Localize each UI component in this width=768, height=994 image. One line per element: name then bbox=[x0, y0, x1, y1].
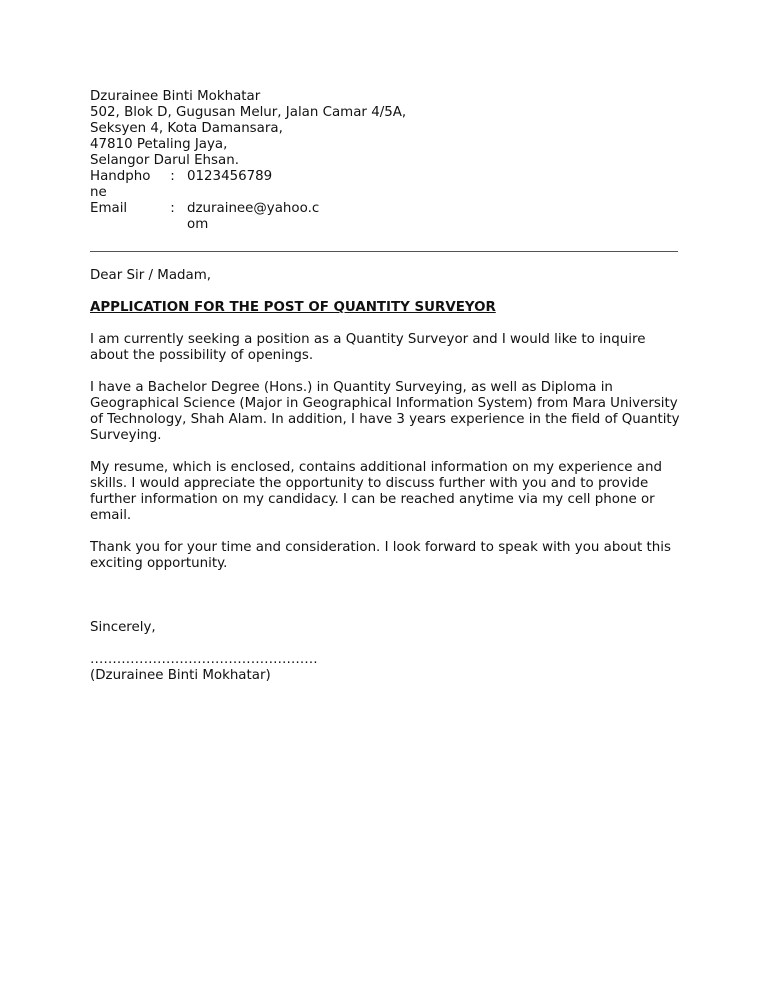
sender-block bbox=[90, 89, 680, 233]
contact-row-handphone bbox=[90, 169, 680, 201]
header-divider bbox=[90, 251, 678, 252]
signature-line: …………………………………………… bbox=[90, 652, 318, 667]
contact-label: Handphone bbox=[90, 169, 151, 200]
body-paragraph: I am currently seeking a position as a Quantity Surveyor and I would like to inquire about the possibility of openings. bbox=[90, 332, 646, 363]
sender-address-line: 47810 Petaling Jaya, bbox=[90, 137, 228, 152]
contact-colon: : bbox=[170, 201, 175, 216]
letter-subject: APPLICATION FOR THE POST OF QUANTITY SURVEYOR bbox=[90, 300, 496, 315]
body-paragraph: Thank you for your time and consideration. I look forward to speak with you about this exciting opportunity. bbox=[90, 540, 671, 571]
body-paragraph: My resume, which is enclosed, contains additional information on my experience and skills. I would appreciate the opportunity to discuss further with you and to provide further information on my candidacy. I can be reached anytime via my cell phone or email. bbox=[90, 460, 662, 523]
spacer bbox=[90, 588, 680, 620]
letter-body bbox=[90, 268, 680, 684]
closing: Sincerely, bbox=[90, 620, 156, 635]
contact-colon: : bbox=[170, 169, 175, 184]
signature-name: (Dzurainee Binti Mokhatar) bbox=[90, 668, 271, 683]
sender-address-line: Seksyen 4, Kota Damansara, bbox=[90, 121, 283, 136]
contact-value: dzurainee@yahoo.com bbox=[187, 201, 320, 232]
contact-row-email bbox=[90, 201, 680, 233]
sender-name: Dzurainee Binti Mokhatar bbox=[90, 89, 261, 104]
contact-value: 0123456789 bbox=[187, 169, 273, 184]
salutation: Dear Sir / Madam, bbox=[90, 268, 212, 283]
sender-address-line: 502, Blok D, Gugusan Melur, Jalan Camar 4/5A, bbox=[90, 105, 407, 120]
contact-label: Email bbox=[90, 201, 128, 216]
body-paragraph: I have a Bachelor Degree (Hons.) in Quantity Surveying, as well as Diploma in Geographical Science (Major in Geographical Information System) from Mara University of Technology, Shah Alam. In addition, I have 3 years experience in the field of Quantity Surveying. bbox=[90, 380, 680, 443]
sender-address-line: Selangor Darul Ehsan. bbox=[90, 153, 239, 168]
